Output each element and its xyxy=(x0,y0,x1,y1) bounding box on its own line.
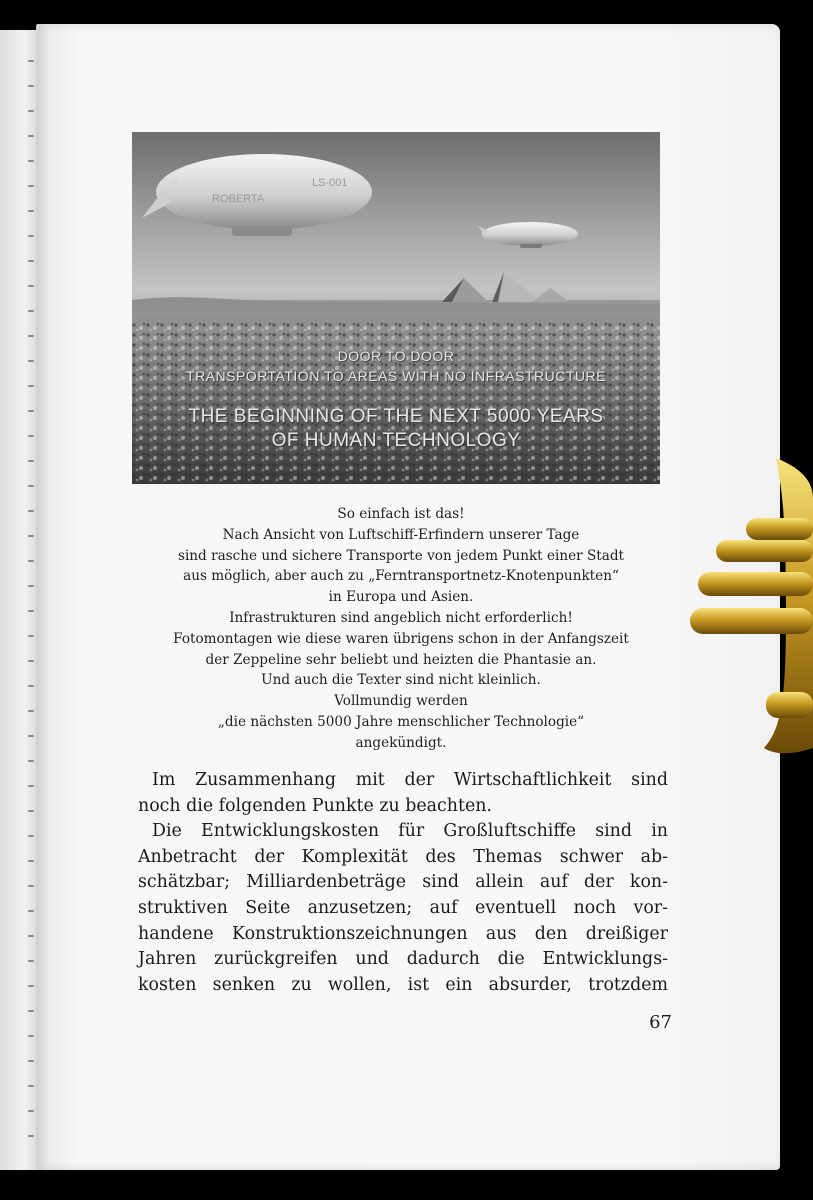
caption-line: der Zeppeline sehr beliebt und heizten die Phantasie an. xyxy=(205,651,597,668)
binding-stitch xyxy=(28,310,34,312)
binding-stitch xyxy=(28,710,34,712)
binding-stitch xyxy=(28,1060,34,1062)
large-airship xyxy=(142,154,372,236)
body-line: schätzbar; Milliardenbeträge sind allein auf der kon- xyxy=(138,872,668,893)
caption-line: in Europa und Asien. xyxy=(328,589,474,606)
binding-stitch xyxy=(28,110,34,112)
binding-stitch xyxy=(28,985,34,987)
caption-line: angekündigt. xyxy=(355,734,447,751)
binding-stitch xyxy=(28,435,34,437)
brass-page-holder xyxy=(686,458,813,758)
binding-stitch xyxy=(28,260,34,262)
body-line: struktiven Seite anzusetzen; auf eventuell noch vor- xyxy=(138,897,668,918)
binding-stitch xyxy=(28,685,34,687)
caption-line: Nach Ansicht von Luftschiff-Erfindern unserer Tage xyxy=(222,526,580,543)
binding-stitch xyxy=(28,935,34,937)
binding-stitch xyxy=(28,235,34,237)
body-line: Anbetracht der Komplexität des Themas schwer ab- xyxy=(138,846,668,867)
binding-stitch xyxy=(28,360,34,362)
binding-stitch xyxy=(28,460,34,462)
body-line: Jahren zurückgreifen und dadurch die Entwicklungs- xyxy=(138,949,668,970)
book-page xyxy=(36,24,780,1170)
binding-stitch xyxy=(28,585,34,587)
body-line: Die Entwicklungskosten für Großluftschiffe sind in xyxy=(152,821,668,842)
binding-stitch xyxy=(28,910,34,912)
binding-stitch xyxy=(28,885,34,887)
binding-stitch xyxy=(28,185,34,187)
body-line: handene Konstruktionszeichnungen aus den dreißiger xyxy=(138,923,668,944)
caption-line: aus möglich, aber auch zu „Ferntransportnetz-Knotenpunkten“ xyxy=(183,568,619,585)
binding-stitch xyxy=(28,635,34,637)
binding-stitch xyxy=(28,160,34,162)
binding-stitch xyxy=(28,810,34,812)
binding-stitch xyxy=(28,85,34,87)
photo-overlay-line: TRANSPORTATION TO AREAS WITH NO INFRASTRUCTURE xyxy=(186,368,606,384)
body-paragraphs xyxy=(138,768,668,998)
binding-stitch xyxy=(28,760,34,762)
body-line: kosten senken zu wollen, ist ein absurder, trotzdem xyxy=(138,974,668,995)
binding-stitch xyxy=(28,1110,34,1112)
caption-line: sind rasche und sichere Transporte von jedem Punkt einer Stadt xyxy=(177,547,625,564)
body-line: noch die folgenden Punkte zu beachten. xyxy=(138,795,492,816)
binding-stitch xyxy=(28,510,34,512)
caption-line: Infrastrukturen sind angeblich nicht erforderlich! xyxy=(229,609,573,626)
body-line: Im Zusammenhang mit der Wirtschaftlichkeit sind xyxy=(152,770,668,790)
binding-stitch xyxy=(28,860,34,862)
binding-stitch xyxy=(28,485,34,487)
caption-line: So einfach ist das! xyxy=(337,506,465,522)
binding-stitch xyxy=(28,1085,34,1087)
binding-stitch xyxy=(28,410,34,412)
binding-stitch xyxy=(28,1035,34,1037)
binding-stitch xyxy=(28,610,34,612)
binding-stitch xyxy=(28,835,34,837)
binding-stitch xyxy=(28,335,34,337)
caption-line: Und auch die Texter sind nicht kleinlich. xyxy=(261,672,541,689)
binding-stitch xyxy=(28,1135,34,1137)
binding-stitch xyxy=(28,1010,34,1012)
photo-overlay-headline: THE BEGINNING OF THE NEXT 5000 YEARS xyxy=(188,406,604,427)
svg-text:LS-001: LS-001 xyxy=(312,177,348,189)
binding-stitch xyxy=(28,735,34,737)
binding-stitch xyxy=(28,285,34,287)
binding-stitch xyxy=(28,385,34,387)
caption-line: Fotomontagen wie diese waren übrigens schon in der Anfangszeit xyxy=(173,630,629,647)
binding-stitch xyxy=(28,535,34,537)
binding-stitch xyxy=(28,210,34,212)
page-number: 67 xyxy=(649,1012,672,1033)
photo-overlay-line: DOOR TO DOOR xyxy=(337,348,455,364)
binding-stitch xyxy=(28,60,34,62)
binding-stitch xyxy=(28,960,34,962)
small-airship xyxy=(478,222,578,248)
photo-caption xyxy=(132,504,670,754)
binding-stitch xyxy=(28,785,34,787)
svg-text:ROBERTA: ROBERTA xyxy=(212,193,265,205)
binding-stitch xyxy=(28,660,34,662)
airship-photo xyxy=(132,132,660,484)
caption-line: Vollmundig werden xyxy=(334,693,468,710)
binding-stitch xyxy=(28,560,34,562)
photo-overlay-headline: OF HUMAN TECHNOLOGY xyxy=(271,430,521,451)
binding-stitch xyxy=(28,135,34,137)
caption-line: „die nächsten 5000 Jahre menschlicher Technologie“ xyxy=(217,713,585,730)
